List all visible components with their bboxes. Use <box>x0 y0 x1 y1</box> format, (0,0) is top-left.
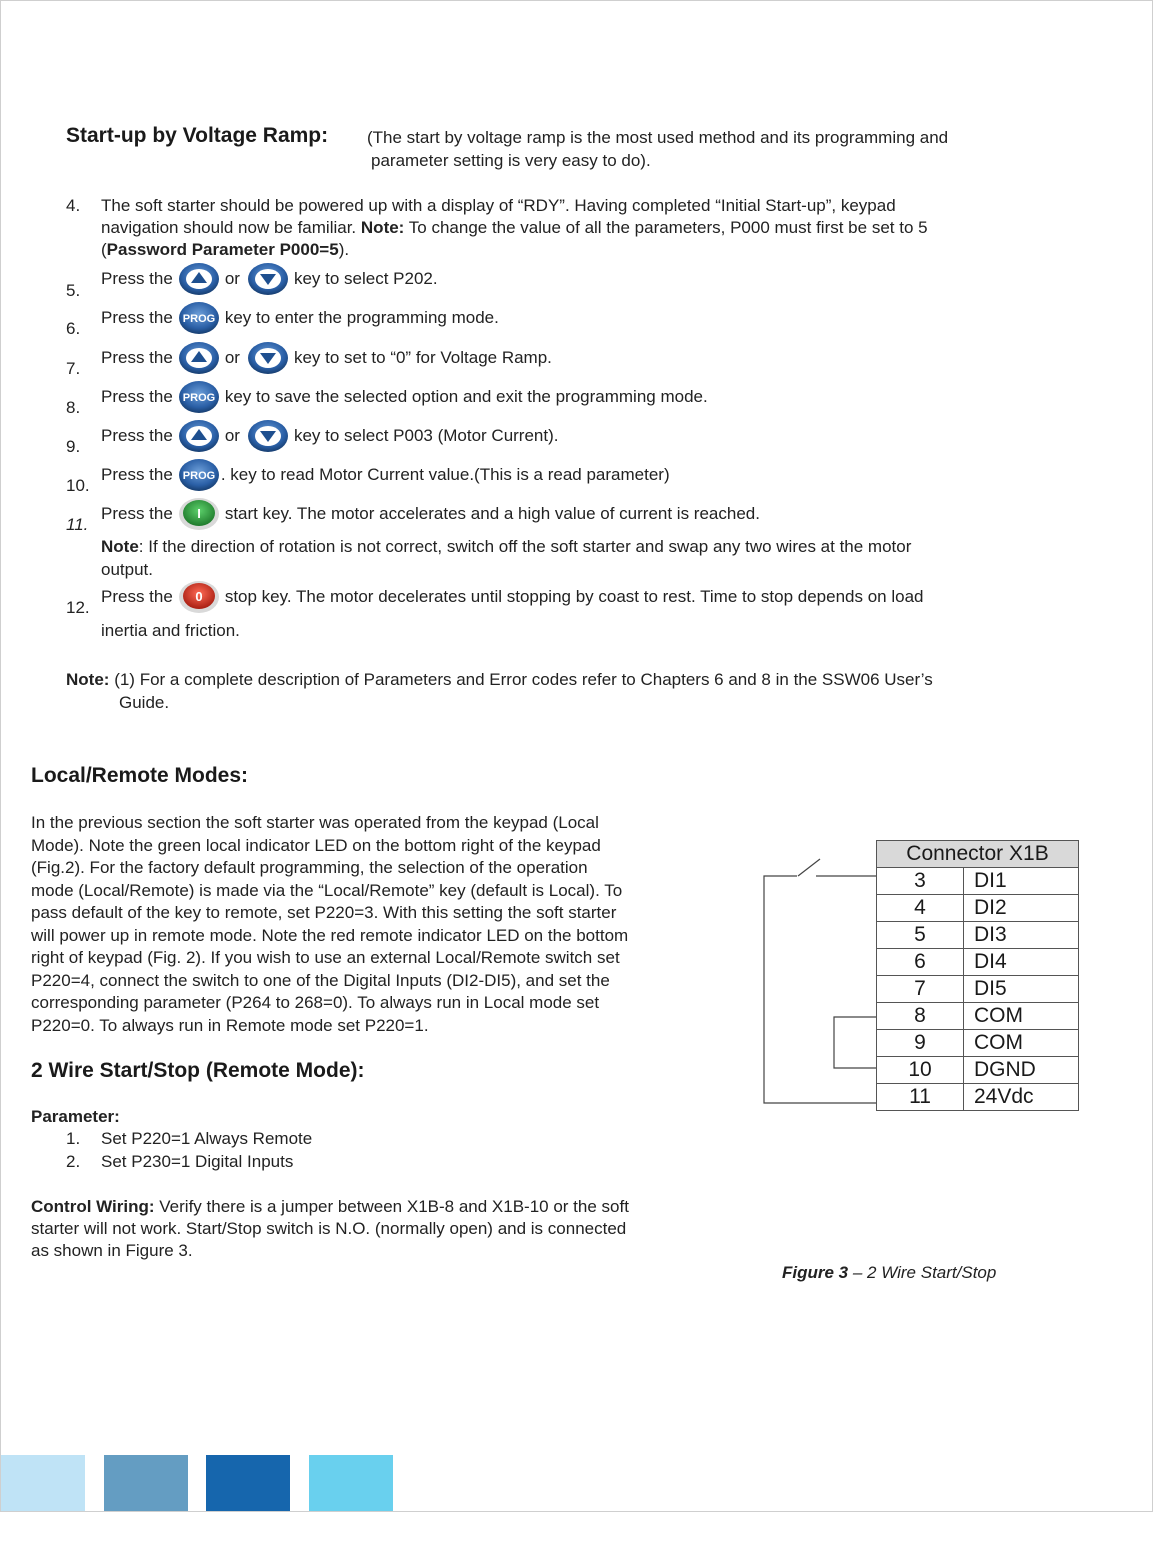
pin-signal: 24Vdc <box>964 1084 1079 1111</box>
step-8-press: Press the <box>101 387 173 406</box>
start-stop-switch <box>798 859 820 876</box>
step-7-or: or <box>224 348 240 367</box>
local-remote-line: P220=0. To always run in Remote mode set P220=1. <box>31 1015 429 1035</box>
step-11-number: 11. <box>66 515 89 534</box>
title-subtitle-line1: (The start by voltage ramp is the most used method and its programming and <box>367 128 949 147</box>
figure-caption-text: – 2 Wire Start/Stop <box>852 1263 997 1282</box>
step-12-number: 12. <box>66 598 90 617</box>
connector-table <box>876 840 1079 1111</box>
down-arrow-key-icon <box>246 341 290 375</box>
step-5-number: 5. <box>66 281 81 300</box>
step-12-line2: inertia and friction. <box>101 621 240 640</box>
control-wiring-text: Verify there is a jumper between X1B-8 and X1B-10 or the soft <box>159 1197 629 1216</box>
stop-key-icon <box>177 580 221 614</box>
step-10-press: Press the <box>101 465 173 484</box>
connector-row <box>877 922 1079 949</box>
switch-wire-24v <box>764 876 877 1103</box>
pin-number: 11 <box>877 1084 964 1111</box>
section-title-local-remote: Local/Remote Modes: <box>31 764 249 787</box>
local-remote-line: corresponding parameter (P264 to 268=0). To always run in Local mode set <box>31 993 600 1012</box>
pin-number: 3 <box>877 868 964 895</box>
step-11-press: Press the <box>101 504 173 523</box>
local-remote-line: (Fig.2). For the factory default programming, the selection of the operation <box>31 858 588 877</box>
pin-signal: DI2 <box>964 895 1079 922</box>
step-5 <box>101 262 438 296</box>
step-4-line2b: To change the value of all the parameters, P000 must first be set to 5 <box>408 218 928 237</box>
step-9-or: or <box>224 426 240 445</box>
step-4-note-label: Note: <box>360 218 405 237</box>
start-key-icon <box>177 497 221 531</box>
step-10-text: . key to read Motor Current value.(This is a read parameter) <box>220 465 670 484</box>
figure-caption <box>782 1263 996 1283</box>
step-4-line2a: navigation should now be familiar. <box>101 218 357 237</box>
step-6 <box>101 301 499 335</box>
step-7-text: key to set to “0” for Voltage Ramp. <box>293 348 552 367</box>
stop-key-label: 0 <box>195 589 203 604</box>
up-arrow-key-icon <box>177 262 221 296</box>
step-5-press: Press the <box>101 269 173 288</box>
step-9-text: key to select P003 (Motor Current). <box>293 426 559 445</box>
local-remote-line: mode (Local/Remote) is made via the “Local/Remote” key (default is Local). To <box>31 880 623 900</box>
step-12 <box>101 580 923 614</box>
down-arrow-key-icon <box>246 262 290 296</box>
step-9-number: 9. <box>66 437 81 456</box>
connector-row <box>877 1030 1079 1057</box>
title-subtitle-line2: parameter setting is very easy to do). <box>371 151 651 170</box>
step-12-text: stop key. The motor decelerates until stopping by coast to rest. Time to stop depends on load <box>224 587 924 606</box>
step-11-note-text: : If the direction of rotation is not correct, switch off the soft starter and swap any two wires at the motor <box>138 537 912 556</box>
section-title-two-wire: 2 Wire Start/Stop (Remote Mode): <box>31 1059 365 1082</box>
pin-number: 4 <box>877 895 964 922</box>
down-arrow-key-icon <box>246 419 290 453</box>
step-9 <box>101 419 558 453</box>
prog-key-icon <box>177 301 221 335</box>
step-4-number: 4. <box>66 196 81 215</box>
pin-number: 9 <box>877 1030 964 1057</box>
step-6-press: Press the <box>101 308 173 327</box>
connector-row <box>877 949 1079 976</box>
step-7 <box>101 341 552 375</box>
start-key-label: I <box>197 506 201 521</box>
local-remote-line: will power up in remote mode. Note the red remote indicator LED on the bottom <box>31 925 629 945</box>
step-4-line2 <box>101 217 928 240</box>
prog-key-icon <box>177 380 221 414</box>
param-item-1-number: 1. <box>66 1129 81 1148</box>
footer-color-block <box>1 1455 85 1511</box>
local-remote-line: P220=4, connect the switch to one of the Digital Inputs (DI2-DI5), and set the <box>31 970 610 990</box>
password-parameter: Password Parameter P000=5 <box>106 240 339 259</box>
step-11-note <box>101 536 911 559</box>
prog-key-label: PROG <box>182 313 216 325</box>
paren-close: ). <box>338 240 350 259</box>
connector-row <box>877 1084 1079 1111</box>
step-5-or: or <box>224 269 240 288</box>
connector-row <box>877 1003 1079 1030</box>
param-item-1-text: Set P220=1 Always Remote <box>101 1129 313 1148</box>
pin-number: 8 <box>877 1003 964 1030</box>
local-remote-line: right of keypad (Fig. 2). If you wish to use an external Local/Remote switch set <box>31 948 620 967</box>
local-remote-line: pass default of the key to remote, set P220=3. With this setting the soft starter <box>31 903 617 922</box>
prog-key-label: PROG <box>182 392 216 404</box>
control-wiring-line1 <box>31 1196 629 1219</box>
step-11 <box>101 497 760 531</box>
step-5-text: key to select P202. <box>293 269 438 288</box>
note-block <box>66 669 933 692</box>
local-remote-line: In the previous section the soft starter was operated from the keypad (Local <box>31 813 599 832</box>
footer-color-block <box>309 1455 393 1511</box>
control-wiring-line3: as shown in Figure 3. <box>31 1241 193 1260</box>
step-4-line3 <box>101 239 349 262</box>
prog-key-icon <box>177 458 221 492</box>
step-11-text: start key. The motor accelerates and a high value of current is reached. <box>224 504 760 523</box>
up-arrow-key-icon <box>177 419 221 453</box>
step-7-press: Press the <box>101 348 173 367</box>
section-title-voltage-ramp: Start-up by Voltage Ramp: <box>66 124 329 147</box>
local-remote-paragraph <box>31 812 731 1037</box>
step-11-note-label: Note <box>101 537 139 556</box>
pin-number: 7 <box>877 976 964 1003</box>
step-6-text: key to enter the programming mode. <box>224 308 499 327</box>
local-remote-line: Mode). Note the green local indicator LED on the bottom right of the keypad <box>31 835 601 855</box>
param-item-2-number: 2. <box>66 1152 81 1171</box>
parameter-label: Parameter: <box>31 1107 120 1126</box>
pin-signal: DI3 <box>964 922 1079 949</box>
connector-row <box>877 895 1079 922</box>
pin-number: 10 <box>877 1057 964 1084</box>
up-arrow-key-icon <box>177 341 221 375</box>
pin-signal: DGND <box>964 1057 1079 1084</box>
connector-row <box>877 868 1079 895</box>
pin-signal: DI4 <box>964 949 1079 976</box>
jumper-wire <box>834 1017 877 1068</box>
connector-title: Connector X1B <box>877 841 1079 868</box>
paren-open: ( <box>101 240 107 259</box>
control-wiring-label: Control Wiring: <box>31 1197 155 1216</box>
step-7-number: 7. <box>66 359 81 378</box>
pin-number: 5 <box>877 922 964 949</box>
step-11-note-line2: output. <box>101 560 153 579</box>
step-8-number: 8. <box>66 398 81 417</box>
step-9-press: Press the <box>101 426 173 445</box>
param-item-2-text: Set P230=1 Digital Inputs <box>101 1152 294 1171</box>
pin-signal: DI5 <box>964 976 1079 1003</box>
step-4-line1: The soft starter should be powered up with a display of “RDY”. Having completed “Initial Start-up”, keypad <box>101 196 896 215</box>
step-10 <box>101 458 670 492</box>
pin-signal: COM <box>964 1030 1079 1057</box>
pin-number: 6 <box>877 949 964 976</box>
footer-color-block <box>104 1455 188 1511</box>
step-8 <box>101 380 708 414</box>
note-line1: (1) For a complete description of Parameters and Error codes refer to Chapters 6 and 8 in the SSW06 User’s <box>114 670 933 689</box>
connector-row <box>877 976 1079 1003</box>
footer-color-block <box>206 1455 290 1511</box>
pin-signal: COM <box>964 1003 1079 1030</box>
control-wiring-line2: starter will not work. Start/Stop switch is N.O. (normally open) and is connected <box>31 1219 627 1238</box>
figure-label: Figure 3 <box>782 1263 849 1282</box>
pin-signal: DI1 <box>964 868 1079 895</box>
note-label: Note: <box>66 670 110 689</box>
step-12-press: Press the <box>101 587 173 606</box>
step-6-number: 6. <box>66 319 81 338</box>
step-8-text: key to save the selected option and exit the programming mode. <box>224 387 708 406</box>
wiring-diagram <box>760 850 880 1110</box>
connector-row <box>877 1057 1079 1084</box>
step-10-number: 10. <box>66 476 90 495</box>
note-line2: Guide. <box>119 693 170 712</box>
prog-key-label: PROG <box>182 470 216 482</box>
